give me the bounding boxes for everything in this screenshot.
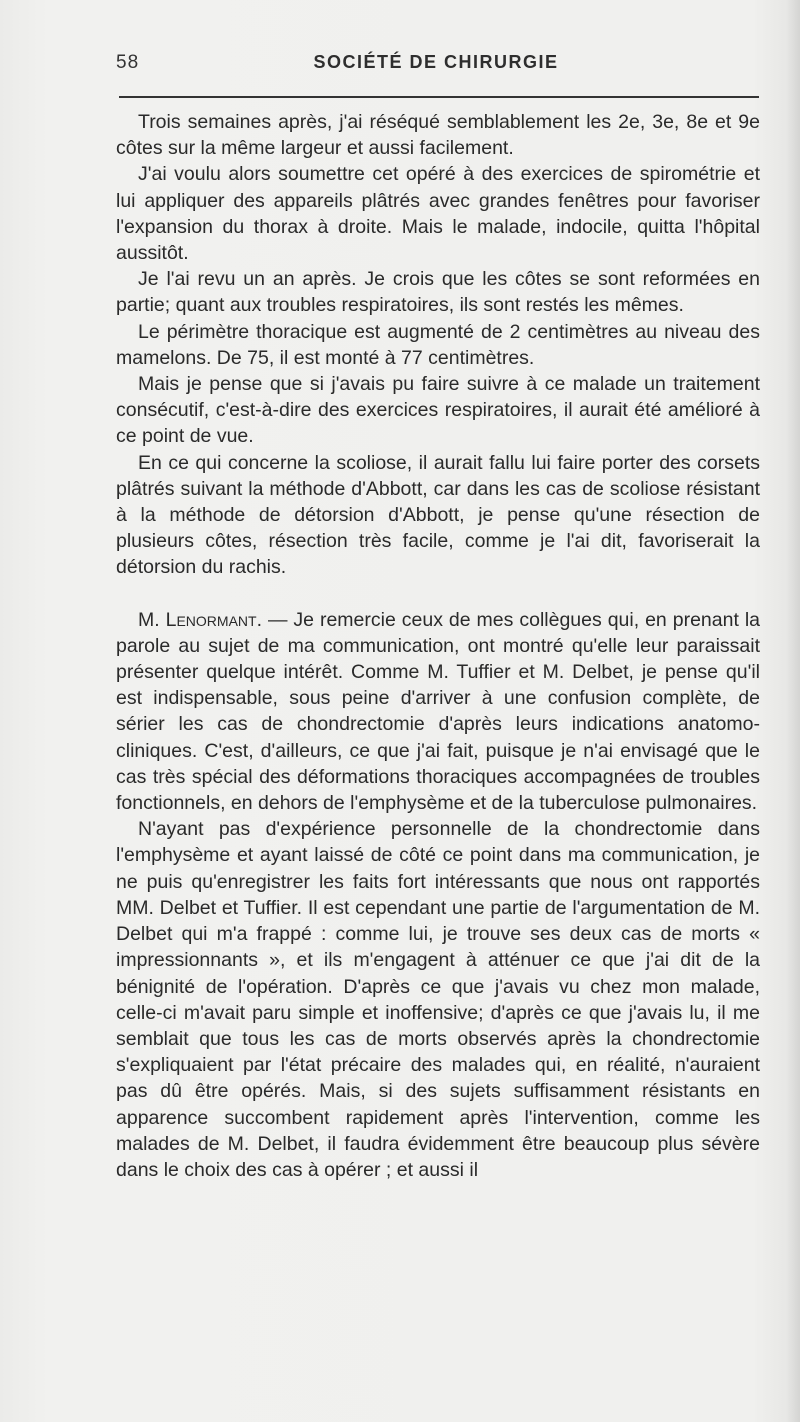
paragraph-5 xyxy=(116,371,760,450)
paragraph-3 xyxy=(116,266,760,318)
speaker-name: M. Lenormant. xyxy=(138,608,262,631)
paragraph-text: N'ayant pas d'expérience personnelle de la chondrectomie dans l'emphysème et ayant laissé de côté ce point dans ma communication, je ne puis qu'enregistrer les faits fort intéressants que nous ont rapportés MM. Delbet et Tuffier. Il est cependant une partie de l'argumentation de M. Delbet qui m'a frappé : comme lui, je trouve ses deux cas de morts « impressionnants », et ils m'engagent à atténuer ce que j'ai dit de la bénignité de l'opération. D'après ce que j'avais vu chez mon malade, celle-ci m'avait paru simple et inoffensive; d'après ce que j'avais lu, il me semblait que tous les cas de morts observés après la chondrectomie s'expliquaient par l'état précaire des malades qui, en réalité, n'auraient pas dû être opérés. Mais, si des sujets suffisamment résistants en apparence succombent rapidement après l'intervention, comme les malades de M. Delbet, il faudra évidemment être beaucoup plus sévère dans le choix des cas à opérer ; et aussi il xyxy=(116,818,760,1181)
page-number: 58 xyxy=(116,52,140,73)
paragraph-text: J'ai voulu alors soumettre cet opéré à des exercices de spirométrie et lui appliquer des appareils plâtrés avec grandes fenêtres pour favoriser l'expansion du thorax à droite. Mais le malade, indocile, quitta l'hôpital aussitôt. xyxy=(116,163,760,265)
paragraph-text: Trois semaines après, j'ai réséqué semblablement les 2e, 3e, 8e et 9e côtes sur la même largeur et aussi facilement. xyxy=(116,111,760,160)
paragraph-6 xyxy=(116,450,760,581)
paragraph-2 xyxy=(116,161,760,266)
body-text xyxy=(116,109,760,1183)
paragraph-8 xyxy=(116,816,760,1183)
paragraph-text: Je l'ai revu un an après. Je crois que les côtes se sont reformées en partie; quant aux troubles respiratoires, ils sont restés les mêmes. xyxy=(116,268,760,317)
paragraph-text: Mais je pense que si j'avais pu faire suivre à ce malade un traitement consécutif, c'est-à-dire des exercices respiratoires, il aurait été amélioré à ce point de vue. xyxy=(116,373,760,448)
paragraph-4 xyxy=(116,319,760,371)
paragraph-1 xyxy=(116,109,760,161)
paragraph-7 xyxy=(116,607,760,817)
header-rule xyxy=(119,96,759,98)
running-head xyxy=(116,52,756,82)
paragraph-text: En ce qui concerne la scoliose, il aurait fallu lui faire porter des corsets plâtrés suivant la méthode d'Abbott, car dans les cas de scoliose résistant à la méthode de détorsion d'Abbott, je pense qu'une résection de plusieurs côtes, résection très facile, comme je l'ai dit, favoriserait la détorsion du rachis. xyxy=(116,451,760,579)
page-edge-shadow xyxy=(786,0,800,1422)
paragraph-text: Le périmètre thoracique est augmenté de 2 centimètres au niveau des mamelons. De 75, il est monté à 77 centimètres. xyxy=(116,320,760,369)
paragraph-text: — Je remercie ceux de mes collègues qui, en prenant la parole au sujet de ma communication, ont montré qu'elle leur paraissait présenter quelque intérêt. Comme M. Tuffier et M. Delbet, je pense qu'il est indispensable, sous peine d'arriver à une confusion complète, de sérier les cas de chondrectomie d'après leurs indications anatomo-cliniques. C'est, d'ailleurs, ce que j'ai fait, puisque je n'ai envisagé que le cas très spécial des déformations thoraciques accompagnées de troubles fonctionnels, en dehors de l'emphysème et de la tuberculose pulmonaires. xyxy=(116,608,761,815)
running-title: SOCIÉTÉ DE CHIRURGIE xyxy=(313,52,559,72)
